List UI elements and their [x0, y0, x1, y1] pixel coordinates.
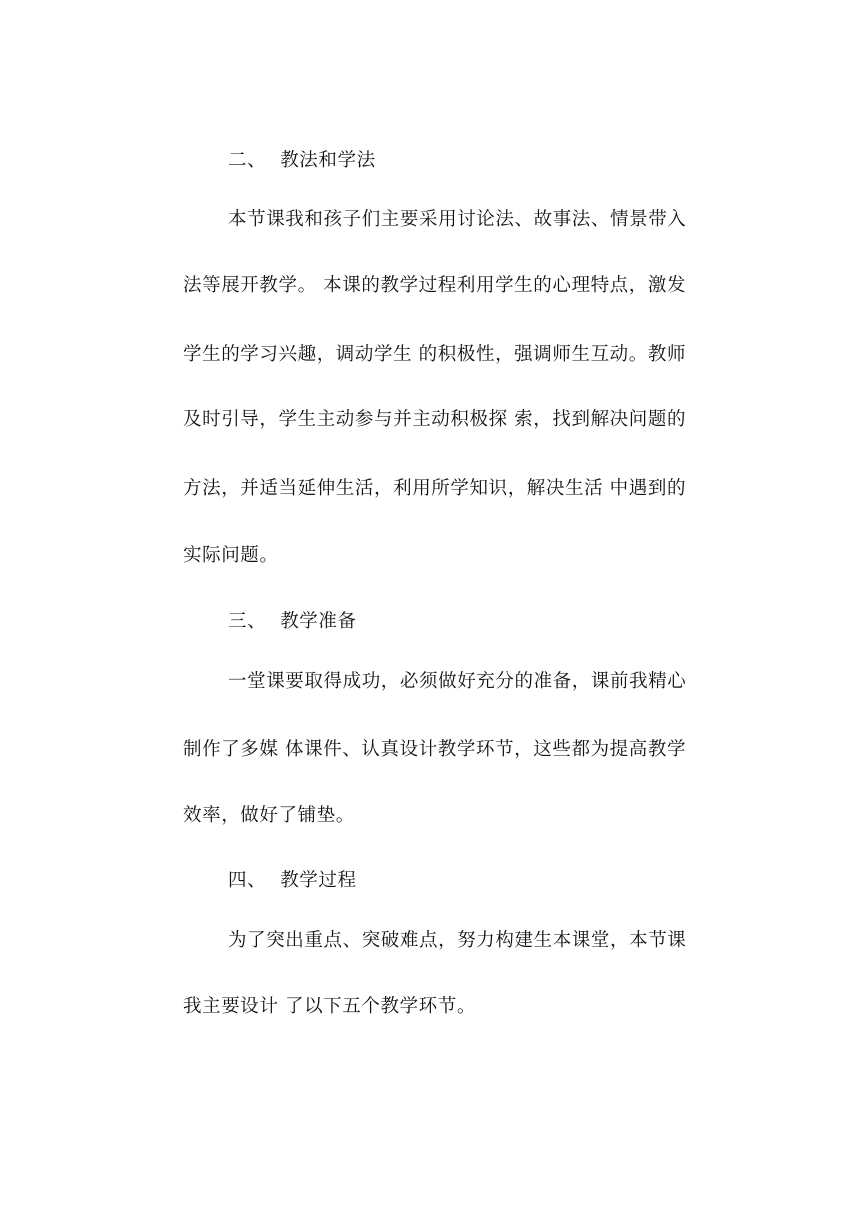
paragraph-line: 我主要设计 了以下五个教学环节。: [183, 996, 476, 1017]
paragraph-line: 方法，并适当延伸生活，利用所学知识，解决生活 中遇到的: [183, 478, 687, 499]
section-heading-process: [228, 868, 728, 894]
paragraph-line: 一堂课要取得成功，必须做好充分的准备，课前我精心: [228, 671, 687, 692]
paragraph-line: 及时引导，学生主动参与并主动积极探 索，找到解决问题的: [183, 409, 687, 430]
section-number: 二、: [228, 150, 267, 171]
paragraph-line: 效率，做好了铺垫。: [183, 805, 355, 826]
paragraph-line: 本节课我和孩子们主要采用讨论法、故事法、情景带入: [228, 209, 687, 230]
paragraph-line: 学生的学习兴趣，调动学生 的积极性，强调师生互动。教师: [183, 344, 687, 365]
paragraph-line: 制作了多媒 体课件、认真设计教学环节，这些都为提高教学: [183, 739, 687, 760]
paragraph-line: 实际问题。: [183, 545, 279, 566]
section-heading-methods: [228, 148, 728, 174]
section-number: 三、: [228, 611, 267, 632]
section-number: 四、: [228, 870, 267, 891]
section-title: 教学过程: [280, 870, 357, 891]
section-title: 教法和学法: [280, 150, 376, 171]
paragraph-line: 法等展开教学。 本课的教学过程利用学生的心理特点，激发: [183, 275, 687, 296]
section-title: 教学准备: [280, 611, 357, 632]
paragraph-line: 为了突出重点、突破难点，努力构建生本课堂，本节课: [228, 930, 687, 951]
section-heading-preparation: [228, 609, 728, 635]
